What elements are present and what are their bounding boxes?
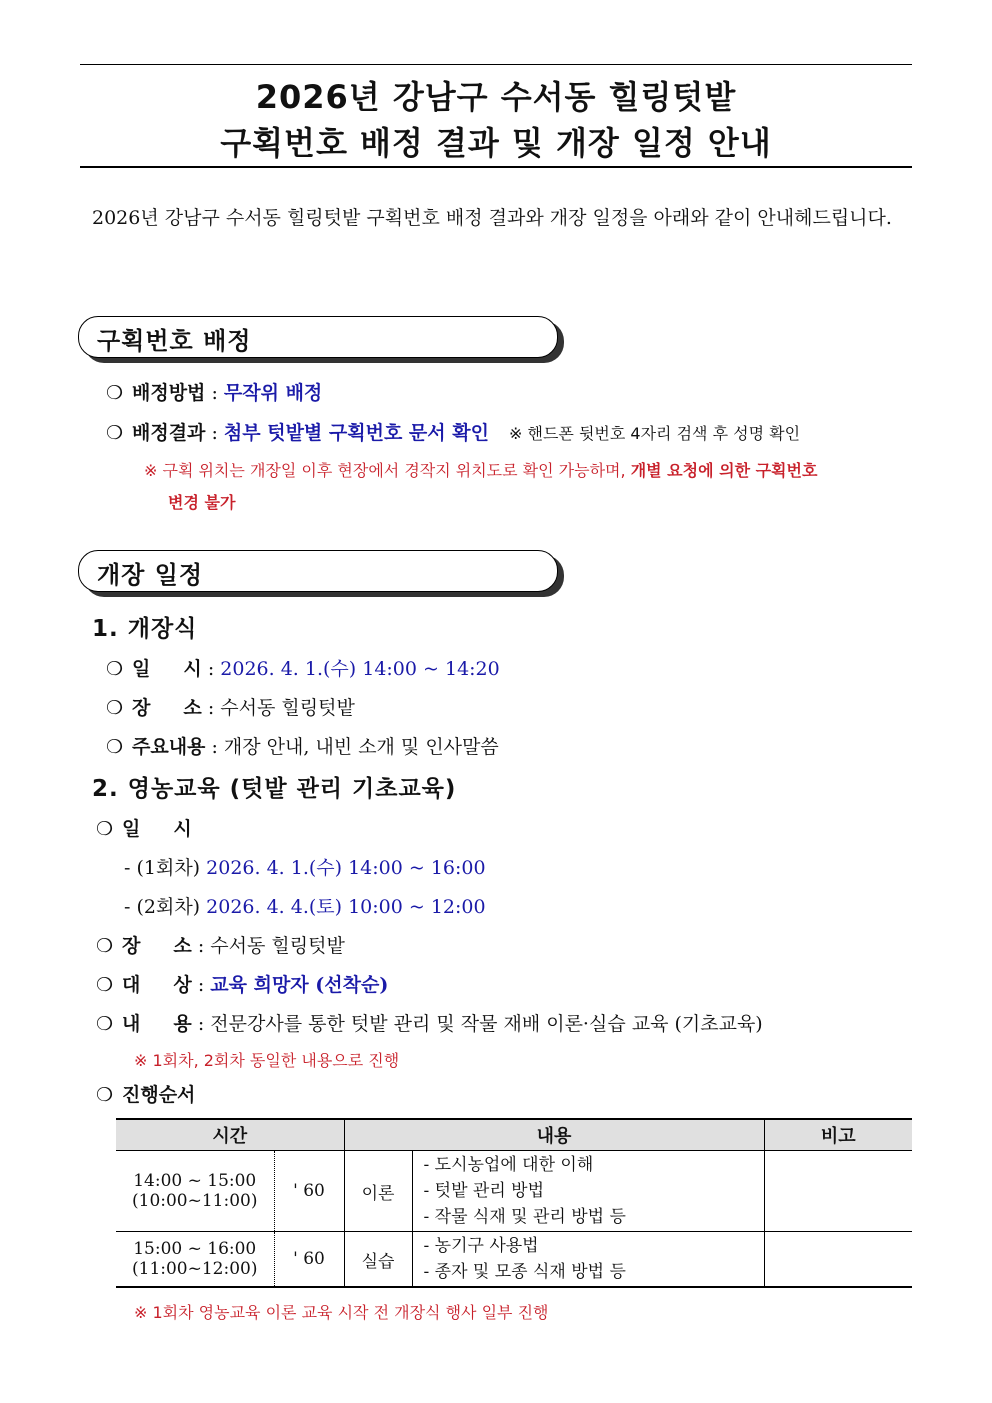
note-cell <box>764 1151 912 1232</box>
circle-bullet-icon: ❍ <box>106 658 124 680</box>
session1-value: 2026. 4. 1.(수) 14:00 ~ 16:00 <box>206 857 486 879</box>
ceremony-date-value: 2026. 4. 1.(수) 14:00 ~ 14:20 <box>220 658 500 680</box>
circle-bullet-icon: ❍ <box>96 818 114 840</box>
table-row <box>116 1232 912 1288</box>
education-place-value: 수서동 힐링텃밭 <box>210 935 345 957</box>
circle-bullet-icon: ❍ <box>96 1084 114 1106</box>
circle-bullet-icon: ❍ <box>96 935 114 957</box>
session1-row <box>124 853 486 880</box>
order-row <box>96 1080 195 1107</box>
table-header-row <box>116 1119 912 1151</box>
note-cell <box>764 1232 912 1288</box>
list-item: - 작물 식재 및 관리 방법 등 <box>423 1207 626 1227</box>
top-rule <box>80 64 912 65</box>
header-time: 시간 <box>116 1119 344 1151</box>
same-content-note: ※ 1회차, 2회차 동일한 내용으로 진행 <box>134 1051 400 1070</box>
circle-bullet-icon: ❍ <box>106 422 124 444</box>
time-cell <box>116 1151 274 1232</box>
section-title: 개장 일정 <box>97 561 204 589</box>
warning-bold-continued: 변경 불가 <box>168 493 236 512</box>
section-header-schedule <box>78 550 558 592</box>
minutes-cell: ' 60 <box>274 1232 344 1288</box>
list-item: - 텃밭 관리 방법 <box>423 1181 544 1201</box>
section-title: 구획번호 배정 <box>97 327 252 355</box>
time-alt-value: (10:00~11:00) <box>132 1191 258 1211</box>
warning-text: 구획 위치는 개장일 이후 현장에서 경작지 위치도로 확인 가능하며, <box>162 461 626 480</box>
education-content-label: 내 용 <box>122 1013 192 1035</box>
method-label: 배정방법 <box>132 382 206 404</box>
session1-prefix: - (1회차) <box>124 857 201 879</box>
education-content-row: ❍ 내 용 : 전문강사를 통한 텃밭 관리 및 작물 재배 이론·실습 교육 (기초교육) <box>96 1013 763 1035</box>
result-row: ❍ 배정결과 : 첨부 텃밭별 구획번호 문서 확인 ※ 핸드폰 뒷번호 4자리 검색 후 성명 확인 <box>106 422 801 444</box>
circle-bullet-icon: ❍ <box>106 736 124 758</box>
result-value: 첨부 텃밭별 구획번호 문서 확인 <box>223 422 489 444</box>
page-title-line1: 2026년 강남구 수서동 힐링텃밭 <box>255 78 737 116</box>
schedule-table <box>116 1118 912 1288</box>
ceremony-heading: 1. 개장식 <box>92 616 198 642</box>
time-value: 15:00 ~ 16:00 <box>133 1239 257 1259</box>
education-content-value: 전문강사를 통한 텃밭 관리 및 작물 재배 이론·실습 교육 (기초교육) <box>210 1013 763 1035</box>
session2-value: 2026. 4. 4.(토) 10:00 ~ 12:00 <box>206 896 486 918</box>
warning-bold: 개별 요청에 의한 구획번호 <box>630 461 818 480</box>
intro-paragraph: 2026년 강남구 수서동 힐링텃밭 구획번호 배정 결과와 개장 일정을 아래와 같이 안내헤드립니다. <box>92 207 892 229</box>
header-content: 내용 <box>344 1119 764 1151</box>
footnote: ※ 1회차 영농교육 이론 교육 시작 전 개장식 행사 일부 진행 <box>134 1303 549 1322</box>
ceremony-place-value: 수서동 힐링텃밭 <box>220 697 355 719</box>
assignment-warning <box>144 458 817 481</box>
time-value: 14:00 ~ 15:00 <box>133 1171 257 1191</box>
time-alt-value: (11:00~12:00) <box>132 1259 258 1279</box>
circle-bullet-icon: ❍ <box>106 697 124 719</box>
session2-prefix: - (2회차) <box>124 896 201 918</box>
education-place-row: ❍ 장 소 : 수서동 힐링텃밭 <box>96 935 345 957</box>
minutes-cell: ' 60 <box>274 1151 344 1232</box>
education-place-label: 장 소 <box>122 935 192 957</box>
table-row <box>116 1151 912 1232</box>
type-cell: 이론 <box>344 1151 412 1232</box>
education-target-row: ❍ 대 상 : 교육 희망자 (선착순) <box>96 974 389 996</box>
warning-mark: ※ <box>144 461 158 480</box>
section-header-assignment <box>78 316 558 358</box>
education-heading: 2. 영농교육 (텃밭 관리 기초교육) <box>92 776 457 802</box>
session2-row <box>124 892 486 919</box>
education-date-row <box>96 814 192 841</box>
circle-bullet-icon: ❍ <box>106 382 124 404</box>
ceremony-content-label: 주요내용 <box>132 736 206 758</box>
items-cell <box>412 1151 764 1232</box>
education-target-value: 교육 희망자 (선착순) <box>210 974 389 996</box>
ceremony-place-label: 장 소 <box>132 697 202 719</box>
list-item: - 종자 및 모종 식재 방법 등 <box>423 1262 626 1282</box>
list-item: - 농기구 사용법 <box>423 1236 539 1256</box>
education-target-label: 대 상 <box>122 974 192 996</box>
list-item: - 도시농업에 대한 이해 <box>423 1155 594 1175</box>
type-cell: 실습 <box>344 1232 412 1288</box>
method-row: ❍ 배정방법 : 무작위 배정 <box>106 382 323 404</box>
result-note: ※ 핸드폰 뒷번호 4자리 검색 후 성명 확인 <box>509 424 801 443</box>
header-note: 비고 <box>764 1119 912 1151</box>
order-label: 진행순서 <box>122 1084 196 1106</box>
time-cell <box>116 1232 274 1288</box>
ceremony-content-value: 개장 안내, 내빈 소개 및 인사말씀 <box>223 736 499 758</box>
ceremony-date-row: ❍ 일 시 : 2026. 4. 1.(수) 14:00 ~ 14:20 <box>106 658 500 680</box>
ceremony-place-row: ❍ 장 소 : 수서동 힐링텃밭 <box>106 697 355 719</box>
page-title-line2: 구획번호 배정 결과 및 개장 일정 안내 <box>220 124 772 162</box>
title-underline <box>80 166 912 168</box>
circle-bullet-icon: ❍ <box>96 1013 114 1035</box>
result-label: 배정결과 <box>132 422 206 444</box>
method-value: 무작위 배정 <box>223 382 323 404</box>
education-date-label: 일 시 <box>122 818 192 840</box>
ceremony-content-row: ❍ 주요내용 : 개장 안내, 내빈 소개 및 인사말씀 <box>106 736 499 758</box>
circle-bullet-icon: ❍ <box>96 974 114 996</box>
items-cell <box>412 1232 764 1288</box>
ceremony-date-label: 일 시 <box>132 658 202 680</box>
